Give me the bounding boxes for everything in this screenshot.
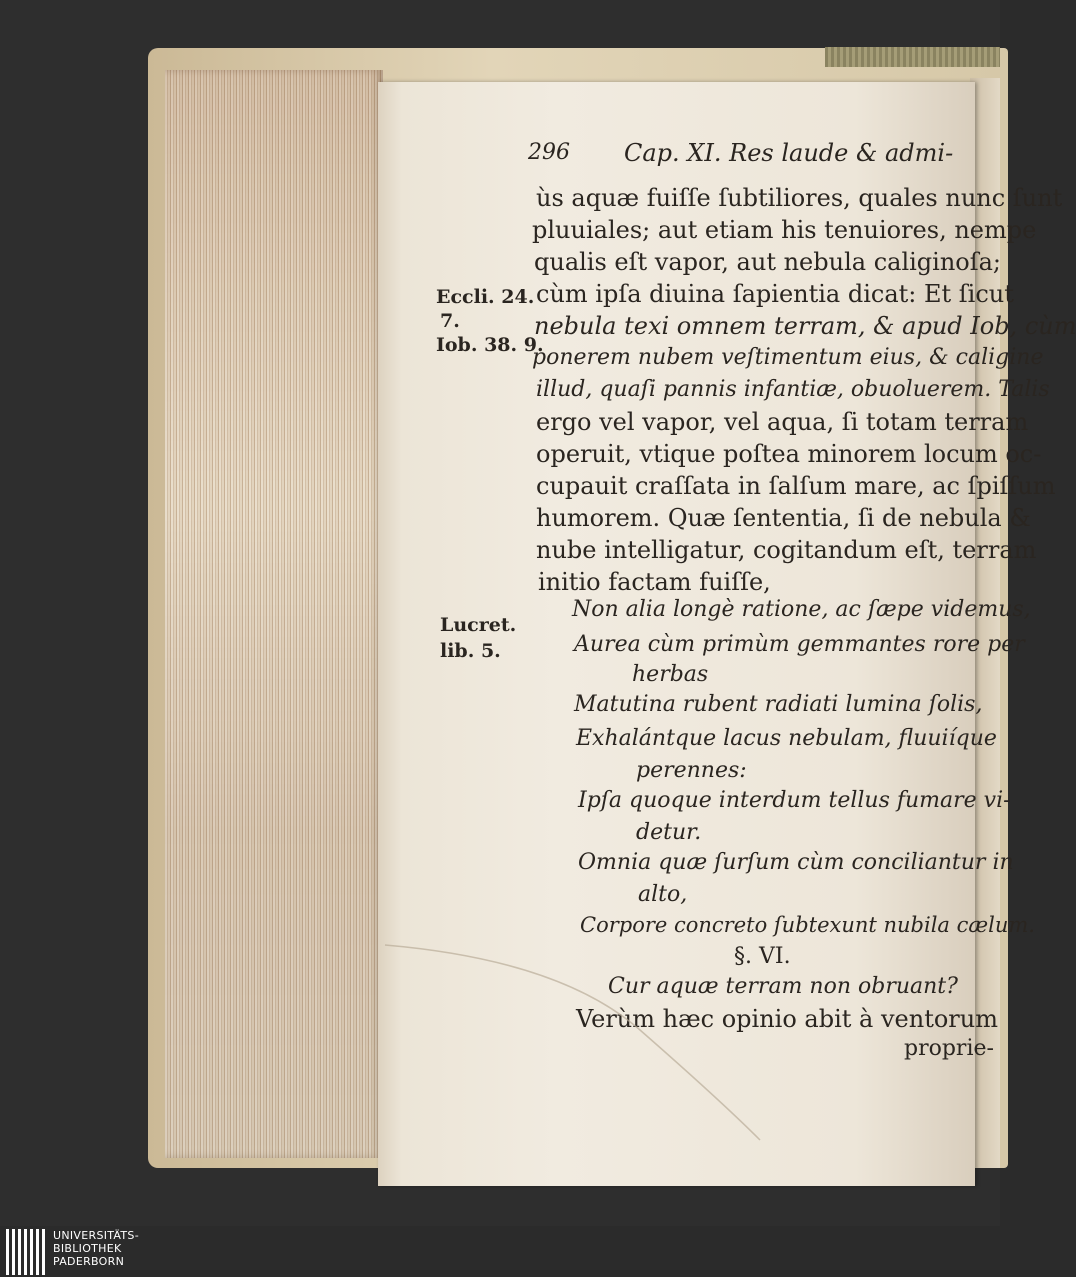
- text-line: nube intelligatur, cogitandum eſt, terram: [536, 536, 1037, 564]
- text-line: Verùm hæc opinio abit à ventorum: [576, 1005, 998, 1033]
- verse-line: Corpore concreto ſubtexunt nubila cælum.: [580, 913, 1035, 937]
- margin-note: Iob. 38. 9.: [436, 334, 544, 356]
- page-number: 296: [528, 140, 570, 165]
- text-line: qualis eſt vapor, aut nebula caliginoſa;: [534, 248, 1002, 276]
- text-line: ùs aquæ fuiſſe ſubtiliores, quales nunc ſunt: [536, 184, 1063, 212]
- verse-line: detur.: [636, 820, 702, 845]
- verse-line: Non alia longè ratione, ac ſæpe videmus,: [572, 597, 1031, 622]
- text-line: operuit, vtique poſtea minorem locum oc-: [536, 440, 1042, 468]
- logo-line: PADERBORN: [53, 1255, 125, 1268]
- text-line: illud, quaſi pannis infantiæ, obuoluerem. Talis: [536, 377, 1050, 402]
- footer-bar: [0, 1226, 1000, 1277]
- text-line: ponerem nubem veſtimentum eius, & caligine: [532, 345, 1044, 370]
- edge-stain: [165, 70, 383, 1158]
- verse-line: herbas: [632, 662, 709, 687]
- verse-line: Aurea cùm primùm gemmantes rore per: [574, 632, 1025, 657]
- text-line: pluuiales; aut etiam his tenuiores, nempe: [532, 216, 1037, 244]
- section-number: §. VI.: [734, 944, 791, 969]
- text-line: nebula texi omnem terram, & apud Iob, cùm: [534, 312, 1076, 340]
- verse-line: Ipſa quoque interdum tellus fumare vi-: [578, 788, 1011, 813]
- text-line: proprie-: [904, 1036, 994, 1061]
- section-heading: Cur aquæ terram non obruant?: [608, 974, 958, 999]
- running-title: Cap. XI. Res laude & admi-: [624, 139, 954, 167]
- margin-note: lib. 5.: [440, 640, 501, 662]
- logo-line: UNIVERSITÄTS-: [53, 1229, 139, 1242]
- verse-line: Exhalántque lacus nebulam, fluuiíque: [576, 726, 997, 751]
- library-logo-icon: [6, 1229, 46, 1275]
- cover-headband: [825, 47, 1000, 67]
- library-logo-text: [53, 1229, 139, 1268]
- margin-note: Lucret.: [440, 614, 517, 636]
- text-line: cupauit craſſata in ſalſum mare, ac ſpiſſum: [536, 472, 1056, 500]
- margin-note: 7.: [440, 310, 460, 332]
- text-line: humorem. Quæ ſententia, ſi de nebula &: [536, 504, 1031, 532]
- logo-line: BIBLIOTHEK: [53, 1242, 122, 1255]
- verse-line: Matutina rubent radiati lumina ſolis,: [574, 692, 983, 717]
- verse-line: Omnia quæ ſurſum cùm conciliantur in: [578, 850, 1014, 875]
- verse-line: alto,: [638, 882, 688, 907]
- text-line: initio factam fuiſſe,: [538, 568, 771, 596]
- text-line: ergo vel vapor, vel aqua, ſi totam terram: [536, 408, 1029, 436]
- verse-line: perennes:: [636, 758, 747, 783]
- margin-note: Eccli. 24.: [436, 286, 535, 308]
- text-line: cùm ipſa diuina ſapientia dicat: Et ſicut: [536, 280, 1014, 308]
